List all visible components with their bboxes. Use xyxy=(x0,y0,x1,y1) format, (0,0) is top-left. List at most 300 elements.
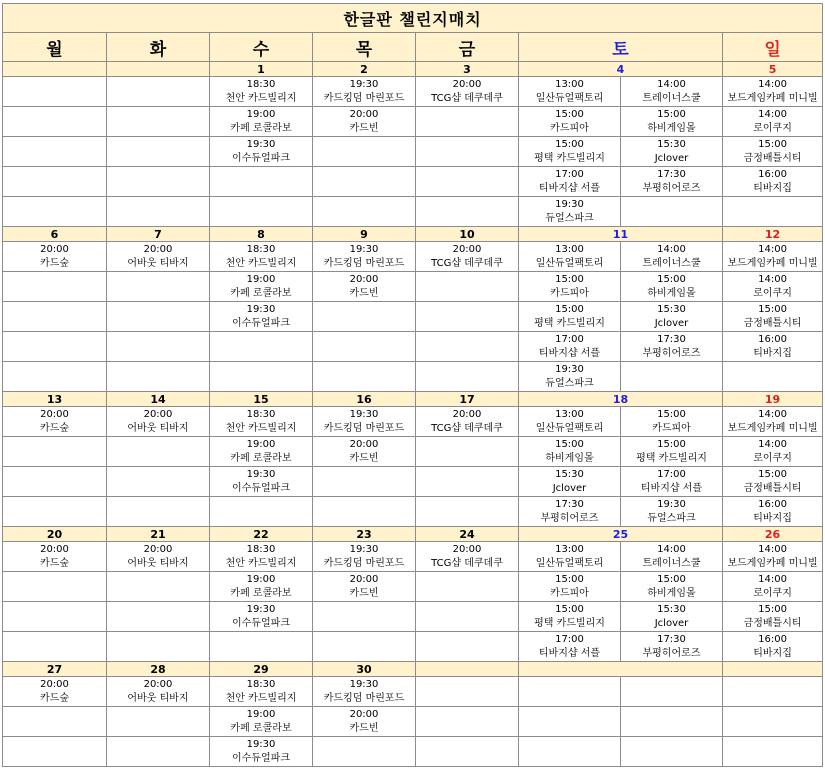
event-time: 16:00 xyxy=(758,633,787,645)
date-cell-fri: 24 xyxy=(416,527,519,542)
week-4-event-row xyxy=(3,632,823,662)
event-time: 15:30 xyxy=(657,303,686,315)
event-time: 14:00 xyxy=(758,438,787,450)
event-venue: 일산듀얼팩토리 xyxy=(535,257,604,269)
event-cell-fri xyxy=(416,632,519,662)
event-venue: 트레이너스쿨 xyxy=(642,257,701,269)
event-time: 14:00 xyxy=(758,78,787,90)
event-time: 20:00 xyxy=(452,543,482,555)
event-cell-mon xyxy=(3,197,107,227)
event-cell-sat xyxy=(519,332,621,362)
event-cell-tue xyxy=(107,302,210,332)
event-time: 14:00 xyxy=(758,243,787,255)
week-4-date-row xyxy=(3,527,823,542)
event-venue: 어바웃 티바지 xyxy=(127,257,189,269)
event-cell-fri xyxy=(416,332,519,362)
event-time: 17:30 xyxy=(555,498,584,510)
week-3-event-row xyxy=(3,407,823,437)
event-cell-sun xyxy=(723,497,823,527)
event-cell-sat xyxy=(621,737,723,767)
event-time: 19:30 xyxy=(555,198,584,210)
date-cell-thu: 30 xyxy=(313,662,416,677)
event-venue: Jclover xyxy=(654,317,689,329)
event-venue: 카드빈 xyxy=(349,122,379,134)
event-time: 19:30 xyxy=(246,303,276,315)
event-venue: 하비게임몰 xyxy=(647,287,696,299)
event-time: 19:00 xyxy=(246,438,276,450)
event-cell-wed xyxy=(210,302,313,332)
event-cell-mon xyxy=(3,707,107,737)
event-cell-sat xyxy=(519,107,621,137)
event-cell-sun xyxy=(723,332,823,362)
event-time: 17:00 xyxy=(555,168,584,180)
event-cell-thu xyxy=(313,467,416,497)
day-header-sat: 토 xyxy=(519,33,723,62)
event-venue: 어바웃 티바지 xyxy=(127,422,189,434)
event-cell-wed xyxy=(210,677,313,707)
event-cell-thu xyxy=(313,602,416,632)
date-cell-thu: 16 xyxy=(313,392,416,407)
day-header-mon: 월 xyxy=(3,33,107,62)
event-venue: 어바웃 티바지 xyxy=(127,557,189,569)
event-venue: 천안 카드빌리지 xyxy=(225,692,297,704)
week-1-date-row xyxy=(3,62,823,77)
event-cell-sat xyxy=(519,137,621,167)
event-cell-wed xyxy=(210,572,313,602)
day-header-fri: 금 xyxy=(416,33,519,62)
event-cell-sun xyxy=(723,677,823,707)
event-cell-mon xyxy=(3,167,107,197)
event-cell-sat xyxy=(519,602,621,632)
event-venue: 부평히어로즈 xyxy=(642,647,701,659)
event-venue: 천안 카드빌리지 xyxy=(225,557,297,569)
event-time: 20:00 xyxy=(349,108,379,120)
event-venue: 이수듀얼파크 xyxy=(232,152,290,164)
event-cell-wed xyxy=(210,602,313,632)
event-cell-thu xyxy=(313,197,416,227)
event-cell-thu xyxy=(313,437,416,467)
calendar-table xyxy=(2,3,823,767)
event-time: 19:30 xyxy=(349,678,379,690)
event-cell-wed xyxy=(210,467,313,497)
event-venue: 하비게임몰 xyxy=(545,452,594,464)
event-cell-fri xyxy=(416,572,519,602)
event-time: 15:00 xyxy=(555,573,584,585)
date-cell-tue xyxy=(107,62,210,77)
event-venue: 로이쿠지 xyxy=(753,122,792,134)
event-time: 20:00 xyxy=(452,408,482,420)
event-cell-sun xyxy=(723,302,823,332)
event-cell-sat xyxy=(621,602,723,632)
week-1-event-row xyxy=(3,77,823,107)
event-cell-mon xyxy=(3,677,107,707)
event-venue: 카페 로콜라보 xyxy=(230,287,292,299)
event-cell-thu xyxy=(313,242,416,272)
event-time: 15:00 xyxy=(555,603,584,615)
event-cell-tue xyxy=(107,497,210,527)
event-time: 14:00 xyxy=(657,78,686,90)
event-venue: TCG샵 데쿠데쿠 xyxy=(431,557,503,569)
event-cell-tue xyxy=(107,737,210,767)
event-venue: TCG샵 데쿠데쿠 xyxy=(431,92,503,104)
date-cell-mon: 27 xyxy=(3,662,107,677)
event-cell-sun xyxy=(723,272,823,302)
calendar-title: 한글판 챌린지매치 xyxy=(3,4,823,33)
event-cell-thu xyxy=(313,497,416,527)
event-cell-sun xyxy=(723,407,823,437)
event-cell-wed xyxy=(210,77,313,107)
event-cell-fri xyxy=(416,677,519,707)
date-cell-wed: 15 xyxy=(210,392,313,407)
event-cell-wed xyxy=(210,737,313,767)
event-cell-tue xyxy=(107,677,210,707)
event-cell-sat xyxy=(621,497,723,527)
event-time: 19:00 xyxy=(246,708,276,720)
event-time: 15:00 xyxy=(657,273,686,285)
date-cell-mon: 6 xyxy=(3,227,107,242)
date-cell-sat: 18 xyxy=(519,392,723,407)
week-2-event-row xyxy=(3,332,823,362)
event-venue: 트레이너스쿨 xyxy=(642,92,701,104)
event-time: 15:00 xyxy=(555,138,584,150)
event-cell-fri xyxy=(416,407,519,437)
event-venue: TCG샵 데쿠데쿠 xyxy=(431,257,503,269)
event-time: 18:30 xyxy=(246,408,276,420)
week-1-event-row xyxy=(3,137,823,167)
event-cell-sat xyxy=(519,437,621,467)
date-cell-sun: 19 xyxy=(723,392,823,407)
event-venue: 티바지집 xyxy=(753,182,792,194)
event-time: 19:30 xyxy=(657,498,686,510)
event-cell-sat xyxy=(621,197,723,227)
event-cell-sat xyxy=(621,242,723,272)
event-cell-fri xyxy=(416,437,519,467)
event-time: 15:00 xyxy=(758,303,787,315)
event-cell-sun xyxy=(723,362,823,392)
event-cell-thu xyxy=(313,272,416,302)
event-cell-sat xyxy=(519,677,621,707)
event-cell-thu xyxy=(313,332,416,362)
event-cell-sun xyxy=(723,737,823,767)
event-time: 17:30 xyxy=(657,333,686,345)
event-cell-mon xyxy=(3,572,107,602)
event-cell-sat xyxy=(519,167,621,197)
date-cell-thu: 2 xyxy=(313,62,416,77)
event-cell-sun xyxy=(723,572,823,602)
event-venue: 카페 로콜라보 xyxy=(230,722,292,734)
event-cell-sun xyxy=(723,77,823,107)
event-cell-sat xyxy=(519,302,621,332)
event-venue: 부평히어로즈 xyxy=(540,512,599,524)
event-cell-mon xyxy=(3,362,107,392)
week-4-event-row xyxy=(3,572,823,602)
event-venue: 카드킹덤 마린포드 xyxy=(323,692,405,704)
event-cell-thu xyxy=(313,707,416,737)
event-time: 19:30 xyxy=(555,363,584,375)
event-cell-thu xyxy=(313,302,416,332)
event-time: 14:00 xyxy=(657,543,686,555)
event-cell-wed xyxy=(210,197,313,227)
event-cell-wed xyxy=(210,242,313,272)
week-3-event-row xyxy=(3,497,823,527)
event-cell-thu xyxy=(313,542,416,572)
event-cell-sat xyxy=(519,272,621,302)
day-header-thu: 목 xyxy=(313,33,416,62)
event-venue: 트레이너스쿨 xyxy=(642,557,701,569)
event-cell-thu xyxy=(313,167,416,197)
event-time: 16:00 xyxy=(758,498,787,510)
event-time: 17:30 xyxy=(657,633,686,645)
event-venue: 카페 로콜라보 xyxy=(230,587,292,599)
event-cell-sat xyxy=(519,77,621,107)
event-venue: 부평히어로즈 xyxy=(642,182,701,194)
week-1-event-row xyxy=(3,107,823,137)
event-time: 15:00 xyxy=(758,138,787,150)
event-venue: 카페 로콜라보 xyxy=(230,122,292,134)
date-cell-wed: 8 xyxy=(210,227,313,242)
week-3-event-row xyxy=(3,467,823,497)
event-cell-thu xyxy=(313,572,416,602)
event-cell-fri xyxy=(416,107,519,137)
event-venue: 카드피아 xyxy=(550,587,589,599)
event-cell-sat xyxy=(621,677,723,707)
event-cell-sat xyxy=(621,707,723,737)
event-venue: 카드숲 xyxy=(40,422,69,434)
week-2-date-row xyxy=(3,227,823,242)
event-venue: 카드숲 xyxy=(40,692,69,704)
event-venue: 카드킹덤 마린포드 xyxy=(323,422,405,434)
event-time: 15:00 xyxy=(657,108,686,120)
event-cell-tue xyxy=(107,137,210,167)
event-cell-sat xyxy=(621,437,723,467)
event-venue: 카드피아 xyxy=(550,287,589,299)
event-cell-thu xyxy=(313,107,416,137)
event-time: 15:00 xyxy=(657,573,686,585)
event-venue: 이수듀얼파크 xyxy=(232,617,290,629)
event-cell-mon xyxy=(3,137,107,167)
event-venue: 이수듀얼파크 xyxy=(232,317,290,329)
week-2-event-row xyxy=(3,362,823,392)
event-cell-tue xyxy=(107,362,210,392)
event-cell-fri xyxy=(416,542,519,572)
event-time: 14:00 xyxy=(758,543,787,555)
event-venue: 이수듀얼파크 xyxy=(232,482,290,494)
event-cell-mon xyxy=(3,302,107,332)
week-3-event-row xyxy=(3,437,823,467)
week-5-event-row xyxy=(3,707,823,737)
event-venue: 하비게임몰 xyxy=(647,122,696,134)
event-time: 20:00 xyxy=(349,708,379,720)
event-venue: 평택 카드빌리지 xyxy=(636,452,707,464)
event-cell-tue xyxy=(107,542,210,572)
date-cell-sun xyxy=(723,662,823,677)
event-cell-tue xyxy=(107,407,210,437)
event-cell-wed xyxy=(210,497,313,527)
event-venue: 보드게임카페 미니빌 xyxy=(727,557,818,569)
event-time: 19:30 xyxy=(246,138,276,150)
event-cell-mon xyxy=(3,542,107,572)
event-time: 20:00 xyxy=(143,678,173,690)
event-cell-tue xyxy=(107,332,210,362)
event-cell-sat xyxy=(519,362,621,392)
event-time: 20:00 xyxy=(349,573,379,585)
event-time: 15:30 xyxy=(657,603,686,615)
event-cell-mon xyxy=(3,602,107,632)
event-time: 15:00 xyxy=(555,273,584,285)
event-cell-fri xyxy=(416,167,519,197)
date-cell-sun: 26 xyxy=(723,527,823,542)
event-time: 20:00 xyxy=(40,543,69,555)
event-cell-sat xyxy=(519,242,621,272)
event-cell-sat xyxy=(621,167,723,197)
event-cell-tue xyxy=(107,437,210,467)
event-venue: 보드게임카페 미니빌 xyxy=(727,92,818,104)
date-cell-fri xyxy=(416,662,519,677)
event-time: 20:00 xyxy=(452,243,482,255)
event-cell-thu xyxy=(313,632,416,662)
event-venue: 보드게임카페 미니빌 xyxy=(727,257,818,269)
week-1-event-row xyxy=(3,167,823,197)
event-cell-sat xyxy=(621,542,723,572)
event-venue: 로이쿠지 xyxy=(753,287,792,299)
event-cell-sun xyxy=(723,467,823,497)
event-venue: 천안 카드빌리지 xyxy=(225,92,297,104)
event-cell-thu xyxy=(313,677,416,707)
event-venue: 카페 로콜라보 xyxy=(230,452,292,464)
date-cell-sun: 12 xyxy=(723,227,823,242)
event-venue: 금정배틀시티 xyxy=(743,317,802,329)
event-cell-wed xyxy=(210,407,313,437)
event-venue: 하비게임몰 xyxy=(647,587,696,599)
event-time: 20:00 xyxy=(143,408,173,420)
event-cell-sat xyxy=(519,632,621,662)
event-cell-fri xyxy=(416,707,519,737)
date-cell-fri: 10 xyxy=(416,227,519,242)
event-time: 15:30 xyxy=(657,138,686,150)
event-cell-sun xyxy=(723,197,823,227)
event-venue: 카드빈 xyxy=(349,587,379,599)
event-venue: 천안 카드빌리지 xyxy=(225,257,297,269)
event-cell-wed xyxy=(210,707,313,737)
event-cell-sat xyxy=(519,467,621,497)
event-cell-sat xyxy=(621,572,723,602)
event-venue: 티바지샵 서플 xyxy=(538,347,601,359)
date-cell-mon xyxy=(3,62,107,77)
event-cell-sat xyxy=(519,197,621,227)
event-cell-mon xyxy=(3,737,107,767)
event-venue: Jclover xyxy=(552,482,587,494)
event-venue: 카드빈 xyxy=(349,722,379,734)
week-5-event-row xyxy=(3,737,823,767)
week-2-event-row xyxy=(3,302,823,332)
date-cell-tue: 21 xyxy=(107,527,210,542)
event-time: 14:00 xyxy=(758,408,787,420)
event-cell-mon xyxy=(3,107,107,137)
date-cell-mon: 20 xyxy=(3,527,107,542)
event-time: 13:00 xyxy=(555,408,584,420)
event-cell-fri xyxy=(416,497,519,527)
event-time: 18:30 xyxy=(246,243,276,255)
event-time: 13:00 xyxy=(555,78,584,90)
week-5-event-row xyxy=(3,677,823,707)
event-time: 15:00 xyxy=(758,468,787,480)
date-cell-wed: 22 xyxy=(210,527,313,542)
event-time: 16:00 xyxy=(758,168,787,180)
week-3-date-row xyxy=(3,392,823,407)
event-venue: 보드게임카페 미니빌 xyxy=(727,422,818,434)
event-cell-sun xyxy=(723,242,823,272)
event-cell-fri xyxy=(416,302,519,332)
event-venue: 부평히어로즈 xyxy=(642,347,701,359)
event-cell-sat xyxy=(519,407,621,437)
event-time: 14:00 xyxy=(657,243,686,255)
event-cell-tue xyxy=(107,77,210,107)
event-cell-sat xyxy=(621,77,723,107)
event-venue: 이수듀얼파크 xyxy=(232,752,290,764)
week-5-date-row xyxy=(3,662,823,677)
date-cell-sat: 11 xyxy=(519,227,723,242)
event-cell-tue xyxy=(107,107,210,137)
event-time: 17:00 xyxy=(657,468,686,480)
day-header-tue: 화 xyxy=(107,33,210,62)
date-cell-sun: 5 xyxy=(723,62,823,77)
week-2-event-row xyxy=(3,272,823,302)
event-cell-thu xyxy=(313,737,416,767)
event-time: 20:00 xyxy=(349,273,379,285)
event-time: 19:30 xyxy=(349,543,379,555)
event-cell-wed xyxy=(210,632,313,662)
event-time: 15:00 xyxy=(555,438,584,450)
event-venue: 카드킹덤 마린포드 xyxy=(323,257,405,269)
event-time: 15:00 xyxy=(657,438,686,450)
event-cell-sat xyxy=(519,737,621,767)
event-cell-sat xyxy=(519,497,621,527)
day-header-wed: 수 xyxy=(210,33,313,62)
event-cell-fri xyxy=(416,242,519,272)
event-time: 20:00 xyxy=(40,243,69,255)
event-time: 19:00 xyxy=(246,108,276,120)
date-cell-sat xyxy=(519,662,723,677)
week-4-event-row xyxy=(3,542,823,572)
event-cell-wed xyxy=(210,137,313,167)
event-cell-tue xyxy=(107,272,210,302)
event-venue: 어바웃 티바지 xyxy=(127,692,189,704)
event-venue: 티바지집 xyxy=(753,347,792,359)
date-cell-thu: 23 xyxy=(313,527,416,542)
event-cell-fri xyxy=(416,137,519,167)
event-time: 19:30 xyxy=(246,738,276,750)
event-venue: 듀얼스파크 xyxy=(647,512,696,524)
event-cell-wed xyxy=(210,107,313,137)
event-cell-thu xyxy=(313,137,416,167)
event-time: 20:00 xyxy=(452,78,482,90)
event-cell-tue xyxy=(107,707,210,737)
event-venue: 로이쿠지 xyxy=(753,587,792,599)
event-cell-mon xyxy=(3,632,107,662)
event-venue: 티바지샵 서플 xyxy=(538,182,601,194)
event-time: 13:00 xyxy=(555,543,584,555)
event-venue: 카드빈 xyxy=(349,287,379,299)
event-cell-thu xyxy=(313,407,416,437)
event-venue: 평택 카드빌리지 xyxy=(534,152,605,164)
event-cell-sat xyxy=(621,332,723,362)
event-cell-mon xyxy=(3,332,107,362)
event-time: 19:00 xyxy=(246,273,276,285)
event-cell-mon xyxy=(3,467,107,497)
event-cell-sun xyxy=(723,137,823,167)
event-cell-wed xyxy=(210,332,313,362)
event-cell-tue xyxy=(107,632,210,662)
